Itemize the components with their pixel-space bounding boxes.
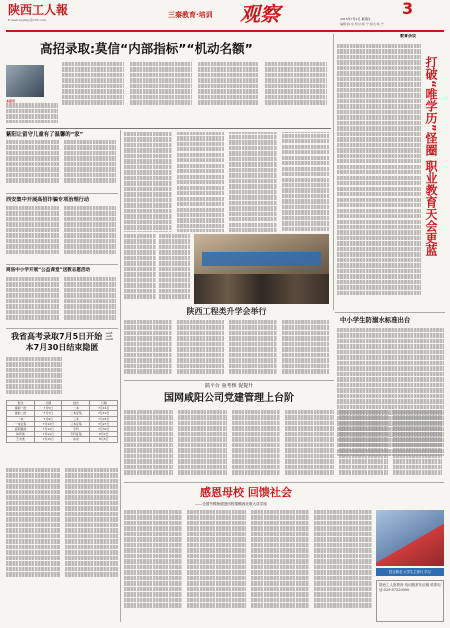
right-col-divider xyxy=(333,34,334,310)
table-header: 批次 xyxy=(7,401,35,406)
center-mid-body xyxy=(124,234,190,304)
bottom-right-body xyxy=(124,510,372,622)
table-header: 批次 xyxy=(62,401,90,406)
bottom-right-ad-banner: 投注职业 大学生主体行 学习 xyxy=(376,568,444,576)
table-row: 体育类 7月14日 专科征集 8月2日 xyxy=(7,432,118,437)
bottom-center-rule xyxy=(124,380,334,381)
table-row: 一本征集 7月12日 三本征集 7月27日 xyxy=(7,421,118,426)
photo-banner xyxy=(202,252,321,266)
table-row: 高职提前 7月13日 专科 7月30日 xyxy=(7,427,118,432)
bottom-right-headline: 感恩母校 回馈社会 xyxy=(200,486,292,499)
left-rule-2 xyxy=(6,264,118,265)
center-upper-body xyxy=(124,132,329,232)
page-number: 3 xyxy=(402,1,414,17)
bottom-right-rule xyxy=(124,482,444,483)
masthead-rule xyxy=(6,30,444,32)
left-item-3-headline: 商洛中小学开展“公益课堂”送教志愿活动 xyxy=(6,268,91,273)
left-rule-3 xyxy=(6,328,118,329)
bottom-center-body xyxy=(124,410,442,480)
left-item-4-headline: 我省高考录取7月5日开始 三本7月30日结束隐匿 xyxy=(11,332,113,352)
left-bottom-body xyxy=(6,468,118,620)
table-header: 日期 xyxy=(90,401,118,406)
bottom-center-headline: 国网咸阳公司党建管理上台阶 xyxy=(164,393,294,404)
lead-rule xyxy=(6,128,331,129)
table-row: 一本 7月9日 三本 7月24日 xyxy=(7,416,118,421)
lead-headline: 高招录取:莫信“内部指标”“机动名额” xyxy=(40,41,253,56)
lead-body xyxy=(62,62,327,114)
schedule-table xyxy=(6,400,118,464)
right-lower-rule xyxy=(335,312,445,313)
section-title: 观察 xyxy=(240,3,280,25)
masthead xyxy=(0,0,450,30)
lead-intro: 本报讯 xyxy=(6,99,58,123)
section-sub: 三秦教育·培训 xyxy=(168,11,213,19)
photo-people xyxy=(194,274,329,304)
left-item-1-headline: 紫阳让留守儿童有了温馨的“家” xyxy=(6,132,84,138)
bottom-center-kicker: 搞平台 重考核 促提升 xyxy=(204,383,254,389)
editor-line: 编辑:韩 东 校对:杨 宁 版式:杨 宁 xyxy=(340,22,384,26)
left-item-3-body xyxy=(6,277,116,325)
photo-caption: 陕西工程类升学会举行 xyxy=(186,307,267,316)
bottom-right-photo xyxy=(376,510,444,566)
table-row: 提前一批 7月5日 二本 7月16日 xyxy=(7,406,118,411)
center-lower-body xyxy=(124,320,329,378)
left-item-2-headline: 西安集中开展高招诈骗专项治理行动 xyxy=(6,197,90,203)
event-photo xyxy=(194,234,329,304)
bottom-right-subhead: ——全国劳模杨德进回校捐赠西北联大讲学座 xyxy=(195,502,267,506)
table-row: 提前二批 7月7日 二本征集 7月19日 xyxy=(7,411,118,416)
contact-line: E-mail:sxgrbjy@163.com xyxy=(8,18,46,22)
right-column-headline: 打破“唯学历”怪圈 职业教育天会更蓝 xyxy=(424,56,438,256)
paper-name: 陕西工人報 xyxy=(8,3,69,17)
left-item-1-body xyxy=(6,140,116,190)
left-item-2-body xyxy=(6,206,116,261)
table-header: 日期 xyxy=(34,401,62,406)
lead-photo xyxy=(6,65,44,97)
column-tag: 教育杂谈 xyxy=(400,34,416,38)
left-col-divider xyxy=(120,130,121,622)
date-line: 2015年7月2日 星期四 xyxy=(340,17,371,21)
table-row: 艺术类 7月15日 补录 8月5日 xyxy=(7,437,118,442)
right-lower-headline: 中小学生防溺水标准出台 xyxy=(340,316,411,324)
bottom-ad-box: 陕西工人报教育·培训版常年征稿 联系电话:029-87320000 xyxy=(376,580,444,622)
right-column-body xyxy=(337,44,421,306)
left-item-4-body xyxy=(6,357,62,397)
paper-logo xyxy=(8,3,118,17)
left-rule-1 xyxy=(6,193,118,194)
